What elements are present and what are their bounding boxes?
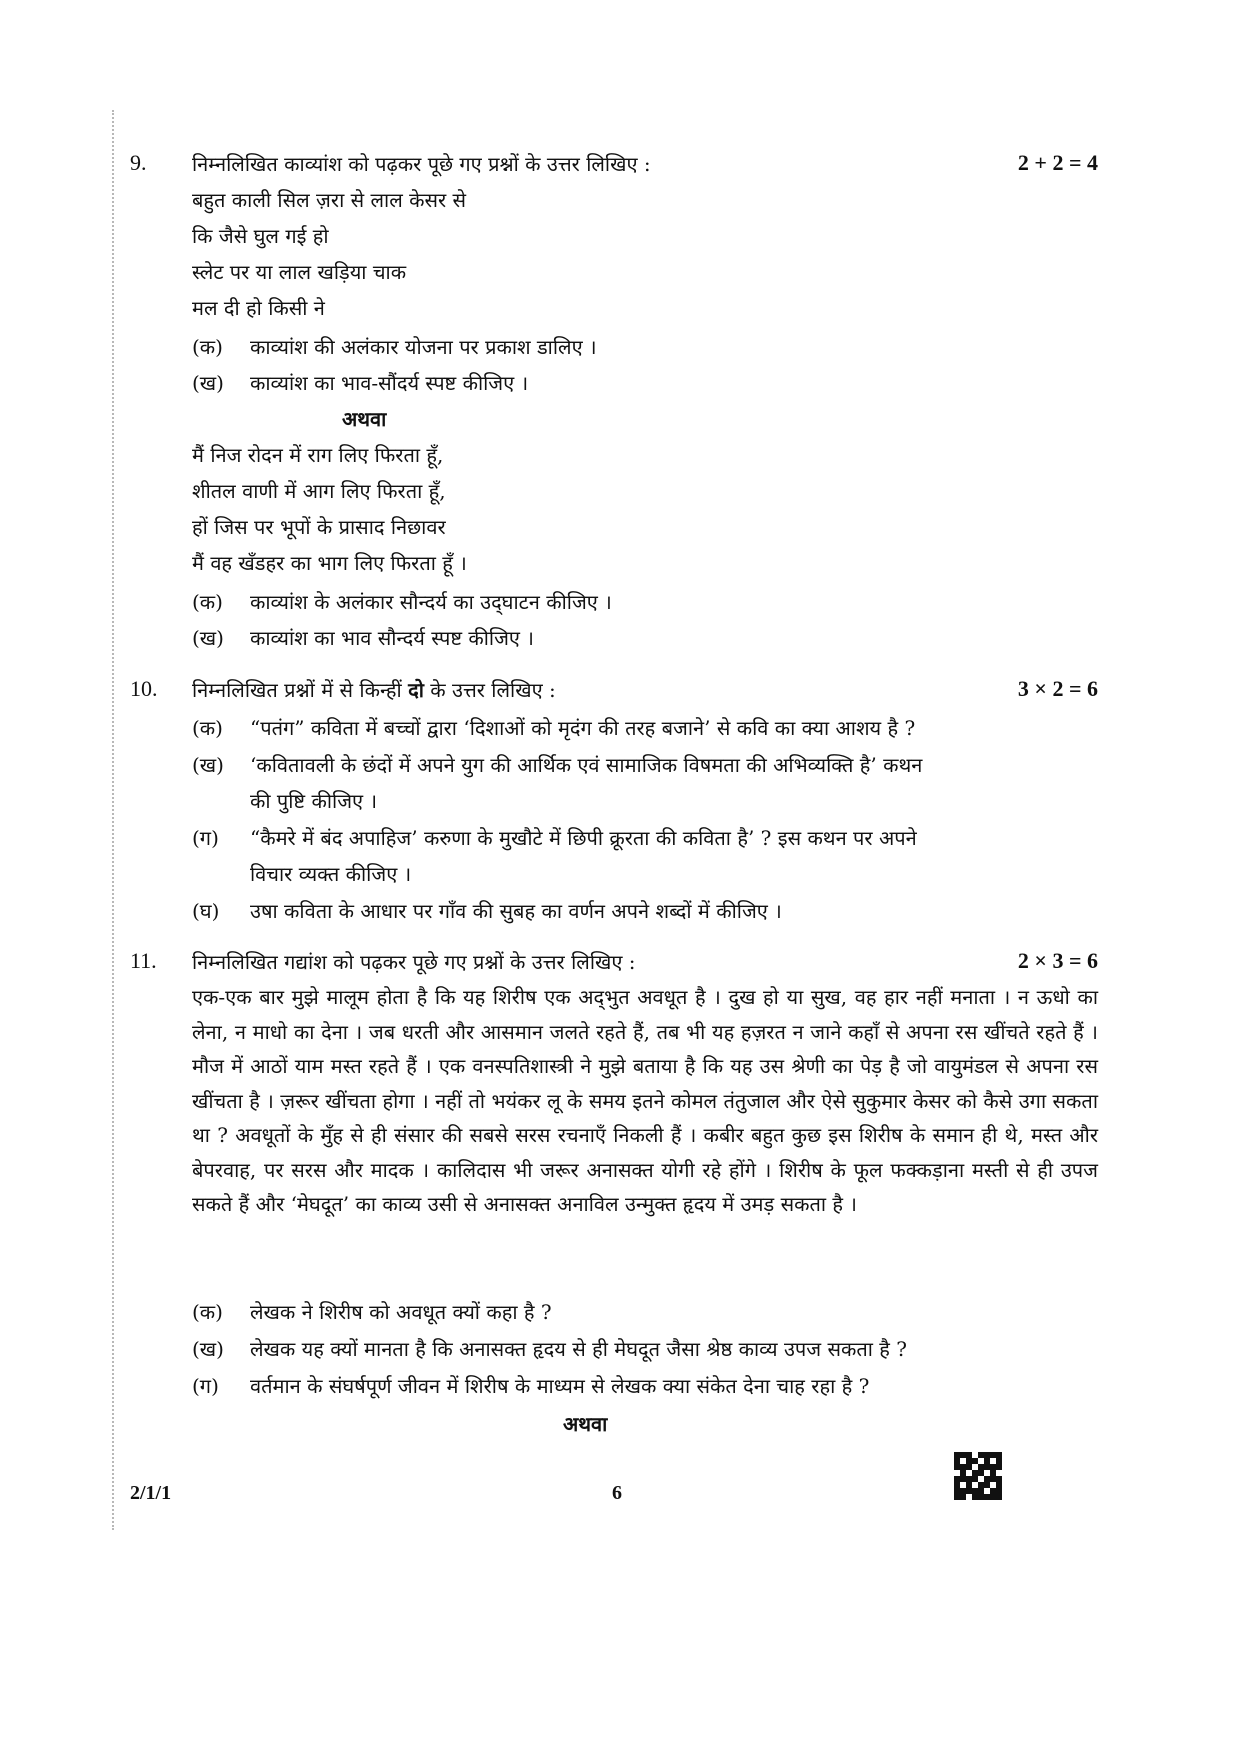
qr-code-icon	[954, 1452, 1002, 1500]
sub-question-text: “कैमरे में बंद अपाहिज’ करुणा के मुखौटे में छिपी क्रूरता की कविता है’ ? इस कथन पर अपने	[250, 826, 917, 850]
poem-line: मैं निज रोदन में राग लिए फिरता हूँ,	[192, 443, 444, 467]
sub-question-label: (ख)	[192, 371, 224, 395]
question-marks: 3 × 2 = 6	[1017, 676, 1098, 701]
sub-question-text: काव्यांश के अलंकार सौन्दर्य का उद्‌घाटन कीजिए ।	[250, 590, 612, 614]
margin-dotted-line	[112, 110, 114, 1530]
prose-passage: एक-एक बार मुझे मालूम होता है कि यह शिरीष एक अद्‌भुत अवधूत है । दुख हो या सुख, वह हार नहीं मनाता । न ऊधो का लेना, न माधो का देना । जब धरती और आसमान जलते रहते हैं, तब भी यह हज़रत न जाने कहाँ से अपना रस खींचते रहते हैं । मौज में आठों याम मस्त रहते हैं । एक वनस्पतिशास्त्री ने मुझे बताया है कि यह उस श्रेणी का पेड़ है जो वायुमंडल से अपना रस खींचता है । ज़रूर खींचता होगा । नहीं तो भयंकर लू के समय इतने कोमल तंतुजाल और ऐसे सुकुमार केसर को कैसे उगा सकता था ? अवधूतों के मुँह से ही संसार की सबसे सरस रचनाएँ निकली हैं । कबीर बहुत कुछ इस शिरीष के समान ही थे, मस्त और बेपरवाह, पर सरस और मादक । कालिदास भी जरूर अनासक्त योगी रहे होंगे । शिरीष के फूल फक्कड़ाना मस्ती से ही उपज सकते हैं और ‘मेघदूत’ का काव्य उसी से अनासक्त अनाविल उन्मुक्त हृदय में उमड़ सकता है ।	[192, 985, 1098, 1216]
question-instruction	[192, 676, 556, 703]
sub-question-label: (ग)	[192, 1374, 219, 1398]
sub-question-text: ‘कवितावली के छंदों में अपने युग की आर्थिक एवं सामाजिक विषमता की अभिव्यक्ति है’ कथन	[250, 753, 923, 777]
question-number: 11.	[130, 948, 157, 973]
instruction-part: के उत्तर लिखिए :	[423, 678, 556, 702]
instruction-emphasis: दो	[408, 678, 424, 702]
sub-question-label: (क)	[192, 1300, 223, 1324]
sub-question-text: लेखक ने शिरीष को अवधूत क्यों कहा है ?	[250, 1300, 552, 1324]
or-label: अथवा	[342, 407, 387, 431]
sub-question-text: काव्यांश का भाव सौन्दर्य स्पष्ट कीजिए ।	[250, 626, 534, 650]
sub-question-text-continued: की पुष्टि कीजिए ।	[250, 789, 378, 813]
sub-question-text: लेखक यह क्यों मानता है कि अनासक्त हृदय से ही मेघदूत जैसा श्रेष्ठ काव्य उपज सकता है ?	[250, 1337, 907, 1361]
question-marks: 2 × 3 = 6	[1017, 948, 1098, 973]
sub-question-label: (ख)	[192, 1337, 224, 1361]
sub-question-text: “पतंग” कविता में बच्चों द्वारा ‘दिशाओं को मृदंग की तरह बजाने’ से कवि का क्या आशय है ?	[250, 716, 916, 740]
sub-question-text: काव्यांश का भाव-सौंदर्य स्पष्ट कीजिए ।	[250, 371, 529, 395]
poem-line: बहुत काली सिल ज़रा से लाल केसर से	[192, 188, 467, 212]
instruction-part: निम्नलिखित प्रश्नों में से किन्हीं	[192, 678, 409, 702]
question-marks: 2 + 2 = 4	[1017, 150, 1098, 175]
paper-code: 2/1/1	[130, 1482, 172, 1504]
sub-question-text: वर्तमान के संघर्षपूर्ण जीवन में शिरीष के माध्यम से लेखक क्या संकेत देना चाह रहा है ?	[250, 1374, 870, 1398]
or-label: अथवा	[563, 1412, 608, 1436]
poem-line: कि जैसे घुल गई हो	[192, 224, 329, 248]
poem-line: शीतल वाणी में आग लिए फिरता हूँ,	[192, 479, 446, 503]
sub-question-label: (क)	[192, 590, 223, 614]
sub-question-text: काव्यांश की अलंकार योजना पर प्रकाश डालिए ।	[250, 335, 597, 359]
sub-question-label: (घ)	[192, 899, 220, 923]
poem-line: मैं वह खँडहर का भाग लिए फिरता हूँ ।	[192, 551, 467, 575]
sub-question-text: उषा कविता के आधार पर गाँव की सुबह का वर्णन अपने शब्दों में कीजिए ।	[250, 899, 782, 923]
sub-question-label: (ख)	[192, 626, 224, 650]
poem-line: मल दी हो किसी ने	[192, 296, 325, 320]
poem-line: हों जिस पर भूपों के प्रासाद निछावर	[192, 515, 446, 539]
question-number: 10.	[130, 676, 158, 701]
page-number: 6	[612, 1482, 622, 1504]
poem-line: स्लेट पर या लाल खड़िया चाक	[192, 260, 407, 284]
question-instruction: निम्नलिखित काव्यांश को पढ़कर पूछे गए प्रश्नों के उत्तर लिखिए :	[192, 152, 651, 176]
sub-question-label: (ग)	[192, 826, 219, 850]
sub-question-label: (क)	[192, 716, 223, 740]
sub-question-text-continued: विचार व्यक्त कीजिए ।	[250, 862, 412, 886]
sub-question-label: (ख)	[192, 753, 224, 777]
question-number: 9.	[130, 150, 147, 175]
question-instruction: निम्नलिखित गद्यांश को पढ़कर पूछे गए प्रश्नों के उत्तर लिखिए :	[192, 950, 636, 974]
sub-question-label: (क)	[192, 335, 223, 359]
